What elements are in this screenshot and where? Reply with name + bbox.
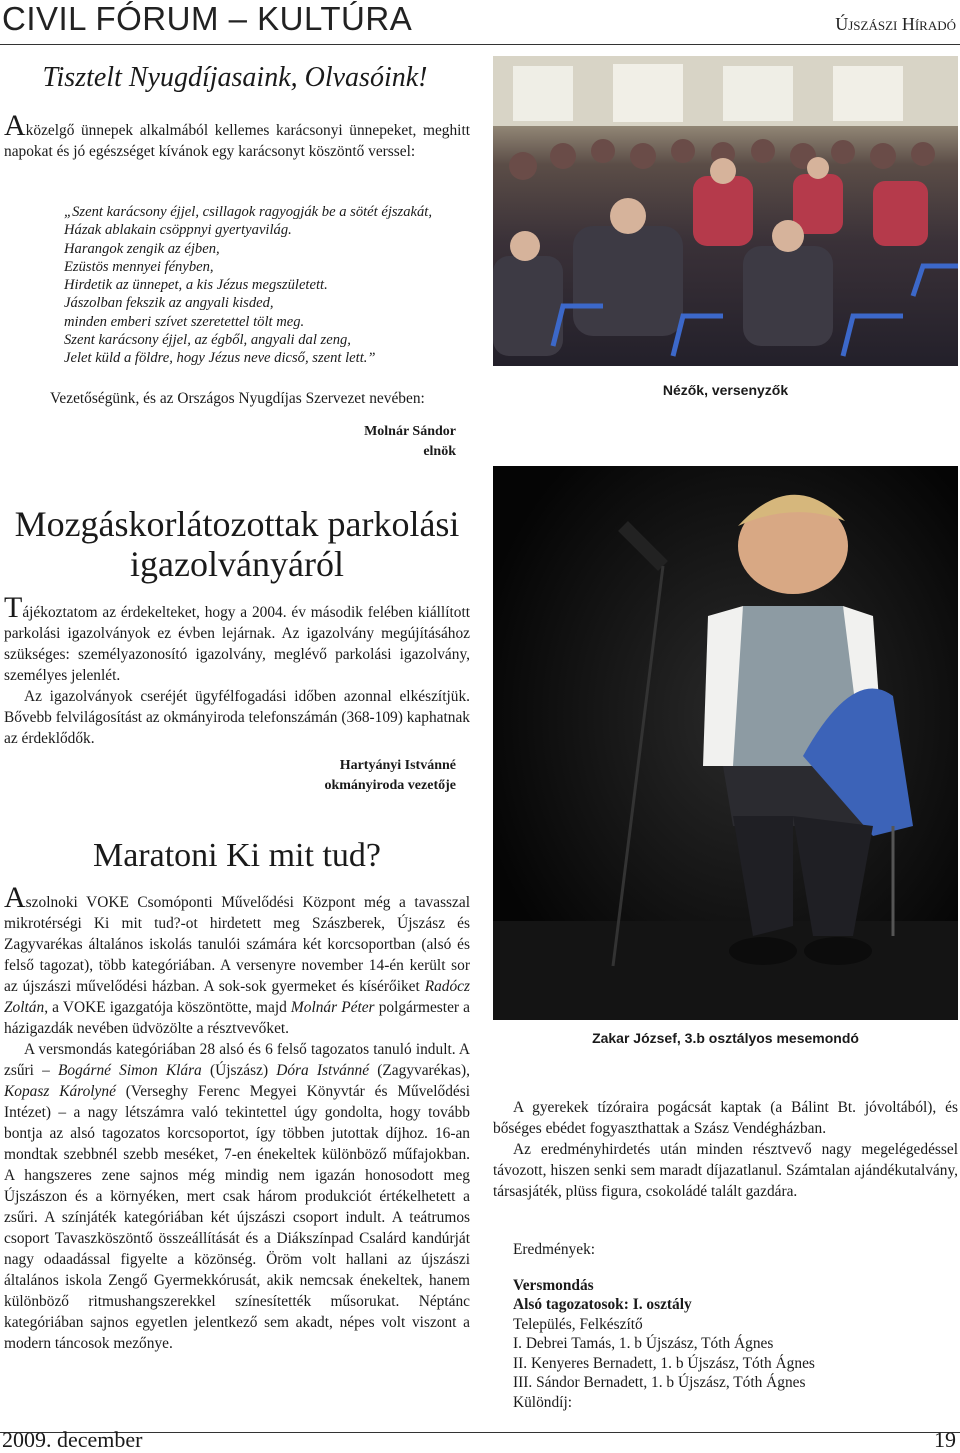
parking-p1: ájékoztatom az érdekelteket, hogy a 2004. év második felében kiállított parkolási igazolványok ez évben lejárnak. Az igazolvány megújításához szükséges: személyazonosító igazolvány, meglévő parkolási igazolvány, személyes jelenlét. (4, 604, 470, 684)
section-title: CIVIL FÓRUM – KULTÚRA (2, 0, 413, 37)
greeting-poem (64, 203, 474, 368)
poem-line: Jelet küld a földre, hogy Jézus neve dicső, szent lett.” (64, 350, 376, 367)
greeting-signature (200, 422, 456, 462)
audience-photo (493, 56, 958, 366)
poem-line: minden emberi szívet szeretettel tölt meg. (64, 313, 305, 330)
maraton-dropcap: A (4, 881, 26, 914)
right-body (493, 1097, 958, 1202)
signature-name: Molnár Sándor (364, 424, 456, 439)
parking-body (4, 591, 470, 749)
greeting-dropcap: A (4, 109, 26, 142)
results-item: III. Sándor Bernadett, 1. b Újszász, Tóth Ágnes (513, 1374, 806, 1391)
person-name: Bogárné Simon Klára (57, 1062, 202, 1079)
parking-headline: Mozgáskorlátozottak parkolási igazolványáról (14, 504, 460, 584)
poem-line: Jászolban fekszik az angyali kisded, (64, 295, 274, 312)
results-category: Versmondás (513, 1276, 594, 1294)
person-name: Kopasz Károlyné (4, 1083, 116, 1100)
header-rule (0, 44, 960, 45)
poem-line: Házak ablakain csöppnyi gyertyavilág. (64, 222, 292, 239)
issue-date: 2009. december (2, 1427, 143, 1452)
greeting-closing: Vezetőségünk, és az Országos Nyugdíjas Szervezet nevében: (50, 390, 425, 407)
signature-title: okmányiroda vezetője (324, 778, 456, 793)
maraton-headline: Maratoni Ki mit tud? (92, 837, 381, 874)
page-number: 19 (934, 1427, 956, 1452)
results-item: II. Kenyeres Bernadett, 1. b Újszász, Tóth Ágnes (513, 1354, 815, 1372)
greeting-title: Tisztelt Nyugdíjasaink, Olvasóink! (42, 62, 428, 93)
poem-line: Szent karácsony éjjel, az égből, angyali dal zeng, (64, 332, 351, 349)
results-header: Település, Felkészítő (513, 1315, 643, 1333)
maraton-p1: Aszolnoki VOKE Csomóponti Művelődési Központ még a tavasszal mikrotérségi Ki mit tud?-ot hirdetett meg Szászberek, Újszász és Zagyvarékas általános iskolás tanulói számára két korcsoportban (alsó és felső tagozat), több kategóriában. A versenyre november 14-én került sor az újszászi művelődési házban. A sok-sok gyermeket és kísérőiket Radócz Zoltán, a VOKE igazgatója köszöntötte, majd Molnár Péter polgármester a házigazdák nevében üdvözölte a résztvevőket. (4, 881, 470, 1037)
right-p1: A gyerekek tízóraira pogácsát kaptak (a Bálint Bt. jóvoltából), és bőséges ebédet fogyaszthattak a Szász Vendégházban. (493, 1099, 958, 1137)
results-label: Eredmények: (513, 1241, 596, 1258)
person-name: Dóra Istvánné (276, 1062, 370, 1079)
parking-p2: Az igazolványok cseréjét ügyfélfogadási időben azonnal elkészítjük. Bővebb felvilágosítást az okmányiroda telefonszámán (368-109) kaphatnak az érdeklődők. (4, 688, 470, 747)
signature-title: elnök (423, 444, 456, 459)
results-subcategory: Alsó tagozatosok: I. osztály (513, 1296, 692, 1313)
maraton-body (4, 881, 470, 1354)
maraton-p2: A versmondás kategóriában 28 alsó és 6 felső tagozatos tanuló indult. A zsűri – Bogárné Simon Klára (Újszász) Dóra Istvánné (Zagyvarékas), Kopasz Károlyné (Verseghy Ferenc Megyei Könyvtár és Művelődési Intézet) – a nagy létszámra való tekintettel úgy gondolta, hogy tovább bontja az alsó tagozatos korcsoportot, így többen jutottak díjhoz. 16-an mondtak szebbnél szebb meséket, 7-en énekeltek különböző műfajokban. A hangszeres zene sajnos még mindig nem igazán honosodott meg Újszászon és a környéken, mert csak három produkciót értékelhetett a zsűri. A színjáték kategóriában két újszászi csoport indult. A teátrumos csoport Tavaszköszöntő összeállítását és a Diákszínpad Csalárd kandúrját nagy odaadással figyelte a közönség. Öröm volt hallani az újszászi általános iskola Zengő Gyermekkórusát, akik nemcsak énekeltek, hanem különböző ritmushangszerekkel színesítették műsorukat. Néptánc kategóriában sajnos egyetlen jelentkező sem akadt, népes volt viszont a modern táncosok mezőnye. (4, 1041, 470, 1352)
results-block (513, 1240, 953, 1412)
right-p2: Az eredményhirdetés után minden résztvevő nagy megelégedéssel távozott, hiszen senki sem maradt díjazatlanul. Számtalan ajándékutalvány, társasjáték, plüss figura, csokoládé talált gazdára. (493, 1141, 958, 1200)
poem-line: „Szent karácsony éjjel, csillagok ragyogják be a sötét éjszakát, (64, 204, 433, 220)
newspaper-name: Újszászi Híradó (835, 14, 956, 34)
footer-rule (0, 1432, 960, 1433)
photo-caption-performer: Zakar József, 3.b osztályos mesemondó (592, 1030, 859, 1046)
photo-caption-audience: Nézők, versenyzők (662, 382, 789, 398)
results-item: I. Debrei Tamás, 1. b Újszász, Tóth Ágnes (513, 1335, 774, 1352)
audience-illustration (493, 56, 958, 366)
performer-illustration (493, 466, 958, 1020)
person-name: Radócz Zoltán (4, 978, 470, 1016)
poem-line: Hirdetik az ünnepet, a kis Jézus megszületett. (64, 277, 328, 294)
greeting-intro (4, 109, 470, 162)
greeting-intro-text: közelgő ünnepek alkalmából kellemes karácsonyi ünnepeket, meghitt napokat és jó egészséget kívánok egy karácsonyt köszöntő verssel: (4, 122, 470, 160)
parking-dropcap: T (4, 591, 23, 624)
poem-line: Ezüstös mennyei fényben, (64, 258, 214, 275)
person-name: Molnár Péter (290, 999, 375, 1016)
results-item: Különdíj: (513, 1393, 572, 1411)
performer-photo (493, 466, 958, 1020)
parking-signature (200, 756, 456, 796)
signature-name: Hartyányi Istvánné (339, 758, 456, 773)
poem-line: Harangok zengik az éjben, (64, 240, 220, 257)
